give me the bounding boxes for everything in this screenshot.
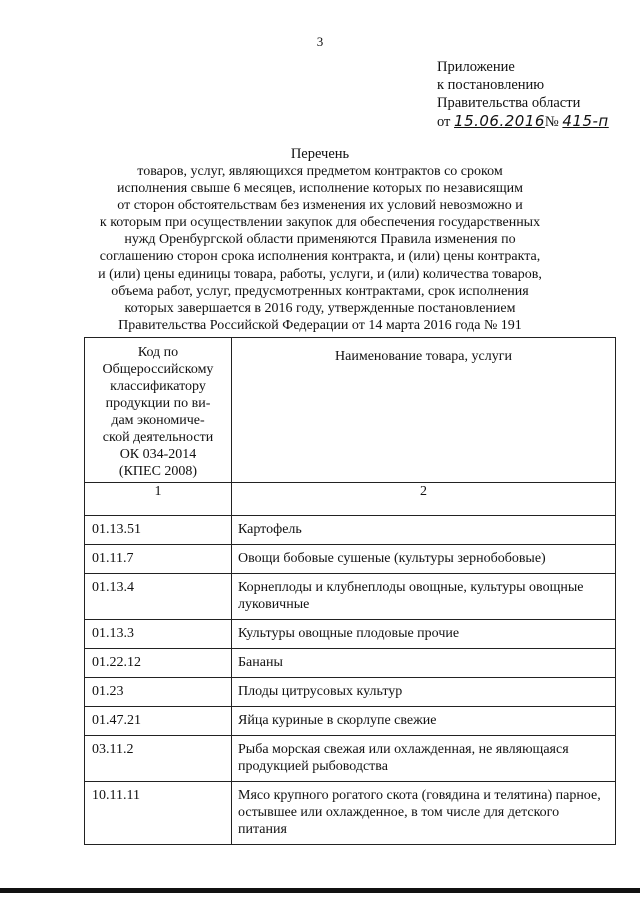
subtitle-line: объема работ, услуг, предусмотренных контрактами, срок исполнения (111, 283, 529, 299)
column-number-row (85, 483, 616, 516)
document-subtitle (70, 163, 570, 334)
name-cell: Овощи бобовые сушеные (культуры зернобобовые) (232, 545, 616, 574)
column-number-1: 1 (85, 483, 232, 516)
appendix-date-line (437, 112, 609, 131)
table-row (85, 707, 616, 736)
name-cell: Культуры овощные плодовые прочие (232, 620, 616, 649)
header-code-line: дам экономиче- (111, 413, 205, 428)
header-code-line: классификатору (110, 379, 206, 394)
code-cell: 01.22.12 (85, 649, 232, 678)
code-cell: 01.47.21 (85, 707, 232, 736)
code-cell: 01.13.51 (85, 516, 232, 545)
name-cell: Картофель (232, 516, 616, 545)
subtitle-line: от сторон обстоятельствам без изменения их условий невозможно и (117, 198, 523, 214)
name-cell: Мясо крупного рогатого скота (говядина и телятина) парное, остывшее или охлажденное, в том числе для детского питания (232, 782, 616, 845)
handwritten-number: 415-п (562, 112, 609, 130)
handwritten-date: 15.06.2016 (454, 112, 545, 130)
appendix-line: к постановлению (437, 77, 545, 93)
header-code-line: ОК 034-2014 (119, 447, 197, 462)
code-cell: 01.13.3 (85, 620, 232, 649)
code-cell: 01.11.7 (85, 545, 232, 574)
code-cell: 01.23 (85, 678, 232, 707)
table-row (85, 649, 616, 678)
table-row (85, 678, 616, 707)
table-row (85, 574, 616, 620)
number-sign: № (544, 114, 559, 130)
header-code-line: Код по (137, 345, 179, 360)
subtitle-line: и (или) цены единицы товара, работы, услуги, и (или) количества товаров, (98, 266, 542, 282)
appendix-line: Приложение (437, 59, 515, 75)
table-header-row (85, 338, 616, 483)
table-row (85, 782, 616, 845)
subtitle-line: которых завершается в 2016 году, утвержденные постановлением (124, 300, 516, 316)
appendix-line: Правительства области (437, 95, 581, 111)
table-row (85, 545, 616, 574)
header-name-cell: Наименование товара, услуги (232, 338, 616, 483)
page-bottom-rule (0, 888, 640, 893)
appendix-block (437, 58, 609, 131)
table-row (85, 736, 616, 782)
header-code-line: продукции по ви- (105, 396, 211, 411)
code-cell: 03.11.2 (85, 736, 232, 782)
name-cell: Корнеплоды и клубнеплоды овощные, культуры овощные луковичные (232, 574, 616, 620)
subtitle-line: к которым при осуществлении закупок для обеспечения государственных (99, 215, 541, 231)
date-prefix: от (437, 114, 451, 130)
header-code-line: ской деятельности (102, 430, 214, 445)
name-cell: Бананы (232, 649, 616, 678)
name-cell: Плоды цитрусовых культур (232, 678, 616, 707)
document-title: Перечень (290, 146, 350, 162)
subtitle-line: соглашению сторон срока исполнения контракта, и (или) цены контракта, (99, 249, 541, 265)
column-number-2: 2 (232, 483, 616, 516)
subtitle-line: исполнения свыше 6 месяцев, исполнение которых по независящим (117, 181, 523, 197)
name-cell: Рыба морская свежая или охлажденная, не являющаяся продукцией рыбоводства (232, 736, 616, 782)
header-code-cell (85, 338, 232, 483)
header-code-line: (КПЕС 2008) (118, 464, 198, 479)
products-table (84, 337, 616, 845)
code-cell: 01.13.4 (85, 574, 232, 620)
subtitle-line: товаров, услуг, являющихся предметом контрактов со сроком (137, 164, 503, 179)
code-cell: 10.11.11 (85, 782, 232, 845)
subtitle-line: Правительства Российской Федерации от 14 марта 2016 года № 191 (118, 317, 522, 333)
subtitle-line: нужд Оренбургской области применяются Правила изменения по (124, 232, 516, 248)
table-row (85, 516, 616, 545)
table-row (85, 620, 616, 649)
page-number: 3 (316, 34, 324, 49)
header-code-line: Общероссийскому (102, 362, 214, 377)
name-cell: Яйца куриные в скорлупе свежие (232, 707, 616, 736)
